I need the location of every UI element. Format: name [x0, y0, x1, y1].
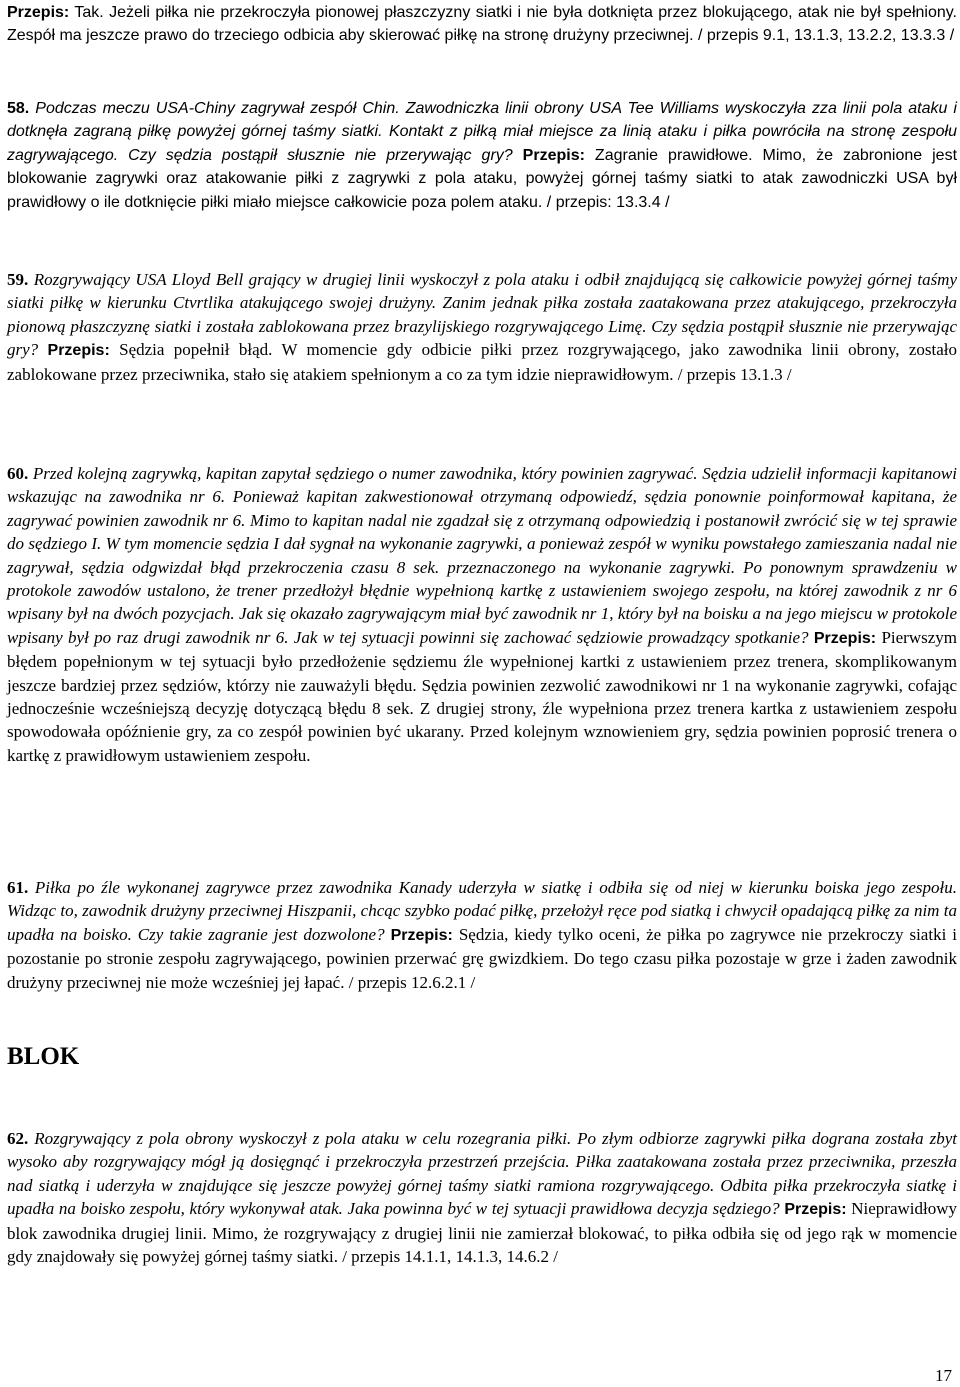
answer-text: Nieprawidłowy blok zawodnika drugiej linii. Mimo, że rozgrywający z drugiej linii nie zamierzał blokować, to piłka odbiła się od jego rąk w momencie gdy znajdowały się powyżej górnej taśmy siatki. / przepis 14.1.1, 14.1.3, 14.6.2 /: [7, 1199, 957, 1267]
question-number: 61.: [7, 878, 29, 897]
answer-verdict: Zagranie prawidłowe.: [594, 146, 753, 164]
question-62: [7, 1127, 957, 1268]
question-text: Przed kolejną zagrywką, kapitan zapytał sędziego o numer zawodnika, który powinien zagrywać. Sędzia udzielił informacji kapitanowi wskazując na zawodnika nr 6. Ponieważ kapitan zakwestionował otrzymaną odpowiedź, sędzia ponownie poinformował kapitana, że zagrywać powinien zawodnik nr 6. Mimo to kapitan nadal nie zgadzał się z otrzymaną odpowiedzią i postanowił zwrócić się w tej sprawie do sędziego I. W tym momencie sędzia I dał sygnał na wykonanie zagrywki, a ponieważ zespół w wyniku powstałego zamieszania nadal nie zagrywał, sędzia odgwizdał błąd przekroczenia czasu 8 sek. przeznaczonego na wykonanie zagrywki. Po ponownym sprawdzeniu w protokole zawodów ustalono, że trener przedłożył błędnie wypełnioną kartkę z ustawieniem swojego zespołu, na której zawodnik z nr 6 wpisany był na dwóch pozycjach. Jak się okazało zagrywającym miał być zawodnik nr 1, który był na boisku a na jego miejscu w protokole wpisany był po raz drugi zawodnik nr 6. Jak w tej sytuacji powinni się zachować sędziowie prowadzący spotkanie?: [7, 464, 957, 647]
rule-label: Przepis:: [813, 629, 877, 647]
question-60: [7, 462, 957, 767]
question-text: Rozgrywający USA Lloyd Bell grający w drugiej linii wyskoczył z pola ataku i odbił znajdującą się całkowicie powyżej górnej taśmy siatki piłkę w kierunku Ctvrtlika atakującego swojej drużyny. Zanim jednak piłka została zaatakowana przez atakującego, przekroczyła pionową płaszczyznę siatki i została zablokowana przez brazylijskiego rozgrywającego Limę. Czy sędzia postąpił słusznie nie przerywając gry?: [7, 270, 958, 360]
rule-label: Przepis:: [784, 1201, 847, 1219]
answer-text: Sędzia popełnił błąd. W momencie gdy odbicie piłki przez rozgrywającego, jako zawodnika linii obrony, zostało zablokowane przez przeciwnika, stało się atakiem spełnionym a co za tym idzie nieprawidłowym. / przepis 13.1.3 /: [7, 340, 957, 384]
question-number: 58.: [7, 100, 30, 117]
rule-label: Przepis:: [522, 146, 585, 164]
question-61: [7, 876, 957, 994]
answer-block-57: [7, 1, 957, 48]
answer-text: Mimo, że zabronione jest blokowanie zagrywki oraz atakowanie piłki z zagrywki z pola ataku, powyżej górnej taśmy siatki to atak zawodniczki USA był prawidłowy o ile dotknięcie piłki miało miejsce całkowicie poza polem ataku. / przepis: 13.3.4 /: [7, 146, 958, 211]
question-number: 59.: [7, 270, 29, 289]
question-text: Piłka po źle wykonanej zagrywce przez zawodnika Kanady uderzyła w siatkę i odbiła się od niej w kierunku boiska jego zespołu. Widząc to, zawodnik drużyny przeciwnej Hiszpanii, chcąc szybko podać piłkę, przełożył ręce pod siatką i chwycił opadającą piłkę za nim ta upadła na boisko. Czy takie zagranie jest dozwolone?: [7, 878, 957, 944]
question-text: Podczas meczu USA-Chiny zagrywał zespół Chin. Zawodniczka linii obrony USA Tee Williams wyskoczyła zza linii pola ataku i dotknęła zagraną piłkę powyżej górnej taśmy siatki. Kontakt z piłką miał miejsce za linią ataku i piłka powróciła na stronę zespołu zagrywającego. Czy sędzia postąpił słusznie nie przerywając gry?: [7, 100, 957, 164]
rule-label: Przepis:: [47, 342, 110, 360]
section-heading: BLOK: [7, 1043, 80, 1070]
question-58: [7, 97, 957, 214]
question-number: 60.: [7, 464, 29, 483]
page-number: 17: [935, 1366, 952, 1385]
rule-label: Przepis:: [390, 926, 453, 944]
rule-label: Przepis:: [7, 4, 70, 21]
question-59: [7, 268, 957, 386]
question-text: Rozgrywający z pola obrony wyskoczył z pola ataku w celu rozegrania piłki. Po złym odbiorze zagrywki piłka dograna została zbyt wysoko aby rozgrywający mógł ją dosięgnąć i przekroczyła przestrzeń przejścia. Piłka zaatakowana została przez przeciwnika, przeszła nad siatką i uderzyła w znajdujące się jeszcze powyżej górnej taśmy siatki ramiona rozgrywającego. Odbita piłka przekroczyła siatkę i upadła na boisko zespołu, który wykonywał atak. Jaka powinna być w tej sytuacji prawidłowa decyzja sędziego?: [7, 1129, 958, 1219]
answer-text: Pierwszym błędem popełnionym w tej sytuacji było przedłożenie sędziemu źle wypełnionej kartki z ustawieniem przez trenera, skomplikowanym jeszcze bardziej przez sędziów, którzy nie zauważyli błędu. Sędzia powinien zezwolić zawodnikowi nr 1 na wykonanie zagrywki, cofając jednocześnie wcześniejszą decyzję dotyczącą błędu 8 sek. Z drugiej strony, źle wypełniona przez trenera kartka z ustawieniem zespołu spowodowała opóźnienie gry, za co zespół powinien być ukarany. Przed kolejnym wznowieniem gry, sędzia powinien poprosić trenera o kartkę z prawidłowym ustawieniem zespołu.: [7, 627, 957, 765]
answer-text: Tak. Jeżeli piłka nie przekroczyła pionowej płaszczyzny siatki i nie była dotknięta przez blokującego, atak nie był spełniony. Zespół ma jeszcze prawo do trzeciego odbicia aby skierować piłkę na stronę drużyny przeciwnej. / przepis 9.1, 13.1.3, 13.2.2, 13.3.3 /: [7, 4, 958, 45]
answer-text: Sędzia, kiedy tylko oceni, że piłka po zagrywce nie przekroczy siatki i pozostanie po stronie zespołu zagrywającego, powinien przerwać grę gwizdkiem. Do tego czasu piłka pozostaje w grze i żaden zawodnik drużyny przeciwnej nie może wcześniej jej łapać. / przepis 12.6.2.1 /: [7, 924, 958, 992]
question-number: 62.: [7, 1129, 29, 1148]
